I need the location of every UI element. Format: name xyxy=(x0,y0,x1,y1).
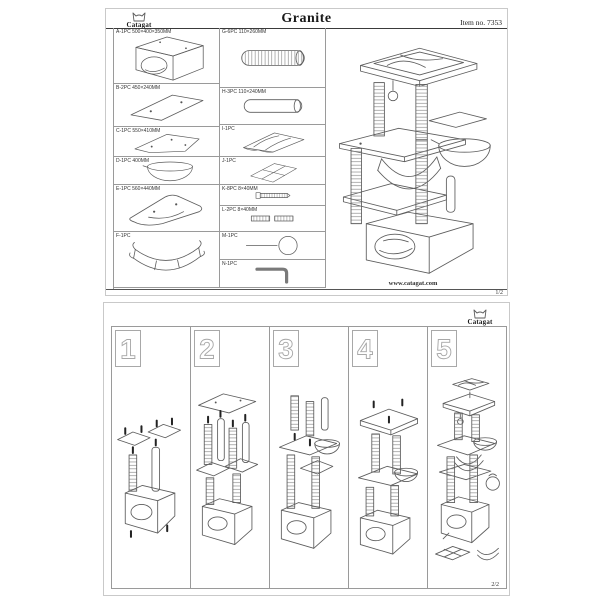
small-board-drawing xyxy=(122,87,212,123)
part-cell-i xyxy=(220,125,326,157)
part-cell-d xyxy=(114,157,220,185)
quilted-top-pad-drawing xyxy=(228,127,318,155)
shaped-platform-drawing xyxy=(121,189,213,227)
part-label-k: K-8PC 8×40MM xyxy=(222,186,258,192)
step-number-4 xyxy=(353,331,377,366)
website-url: www.catagat.com xyxy=(388,280,438,287)
part-label-j: J-1PC xyxy=(222,158,236,164)
step-panel-3 xyxy=(269,326,349,589)
manual-page-2 xyxy=(103,302,510,596)
step-4-drawing xyxy=(352,371,424,576)
part-cell-k xyxy=(220,185,326,206)
product-title: Granite xyxy=(281,11,332,26)
part-label-f: F-1PC xyxy=(116,233,131,239)
step-number-box-1 xyxy=(115,330,141,367)
part-label-a: A-1PC 500×400×350MM xyxy=(116,29,172,35)
step-panel-2 xyxy=(190,326,270,589)
brand-logo-2 xyxy=(459,307,501,326)
part-label-g: G-6PC 110×260MM xyxy=(222,29,267,35)
part-cell-f xyxy=(114,232,220,288)
step-number-box-2 xyxy=(194,330,220,367)
part-label-n: N-1PC xyxy=(222,261,238,267)
step-number-box-4 xyxy=(352,330,378,367)
part-label-l: L-2PC 8×40MM xyxy=(222,207,258,213)
step-3-drawing xyxy=(273,371,345,576)
part-cell-h xyxy=(220,88,326,125)
step-number-3 xyxy=(274,331,298,366)
step-number-box-5 xyxy=(431,330,457,367)
assembled-cat-tree-illustration xyxy=(330,33,496,279)
manual-page-1 xyxy=(105,8,508,296)
step-1-drawing xyxy=(115,371,187,576)
step-number-1 xyxy=(116,331,140,366)
part-cell-m xyxy=(220,232,326,260)
part-cell-l xyxy=(220,206,326,232)
part-label-e: E-1PC 560×440MM xyxy=(116,186,161,192)
brand-name: Catagat xyxy=(126,21,152,29)
part-label-h: H-3PC 110×240MM xyxy=(222,89,266,95)
svg-text:5: 5 xyxy=(436,333,452,365)
svg-text:4: 4 xyxy=(357,333,373,365)
footer-rule xyxy=(106,289,507,290)
part-cell-c xyxy=(114,127,220,157)
svg-text:2: 2 xyxy=(199,333,215,365)
part-label-c: C-1PC 550×410MM xyxy=(116,128,161,134)
assembly-steps xyxy=(111,326,507,589)
step-2-drawing xyxy=(194,371,266,576)
part-label-b: B-2PC 450×240MM xyxy=(116,85,161,91)
sisal-post-drawing xyxy=(227,45,319,71)
square-pad-drawing xyxy=(233,158,313,184)
part-label-i: I-1PC xyxy=(222,126,235,132)
short-bolts-drawing xyxy=(228,211,318,226)
part-label-m: M-1PC xyxy=(222,233,238,239)
step-panel-5 xyxy=(427,326,507,589)
brand-name-2: Catagat xyxy=(467,318,493,326)
step-panel-1 xyxy=(111,326,191,589)
step-5-drawing xyxy=(431,371,503,576)
step-panel-4 xyxy=(348,326,428,589)
condo-box-drawing xyxy=(121,31,213,81)
part-cell-j xyxy=(220,157,326,185)
page-number-2: 2/2 xyxy=(491,582,499,588)
step-number-2 xyxy=(195,331,219,366)
svg-text:3: 3 xyxy=(278,333,294,365)
toy-ball-drawing xyxy=(229,233,317,258)
plush-post-drawing xyxy=(228,95,318,117)
step-number-5 xyxy=(432,331,456,366)
page-number-1: 1/2 xyxy=(495,290,503,296)
hammock-drawing xyxy=(123,237,211,283)
step-number-box-3 xyxy=(273,330,299,367)
part-cell-e xyxy=(114,185,220,232)
svg-text:1: 1 xyxy=(120,333,136,365)
part-cell-b xyxy=(114,84,220,127)
item-number: Item no. 7353 xyxy=(460,18,502,27)
allen-key-drawing xyxy=(233,262,313,286)
parts-list xyxy=(113,28,326,289)
part-cell-a xyxy=(114,28,220,84)
part-label-d: D-1PC 400MM xyxy=(116,158,150,164)
part-cell-n xyxy=(220,260,326,288)
part-cell-g xyxy=(220,28,326,88)
